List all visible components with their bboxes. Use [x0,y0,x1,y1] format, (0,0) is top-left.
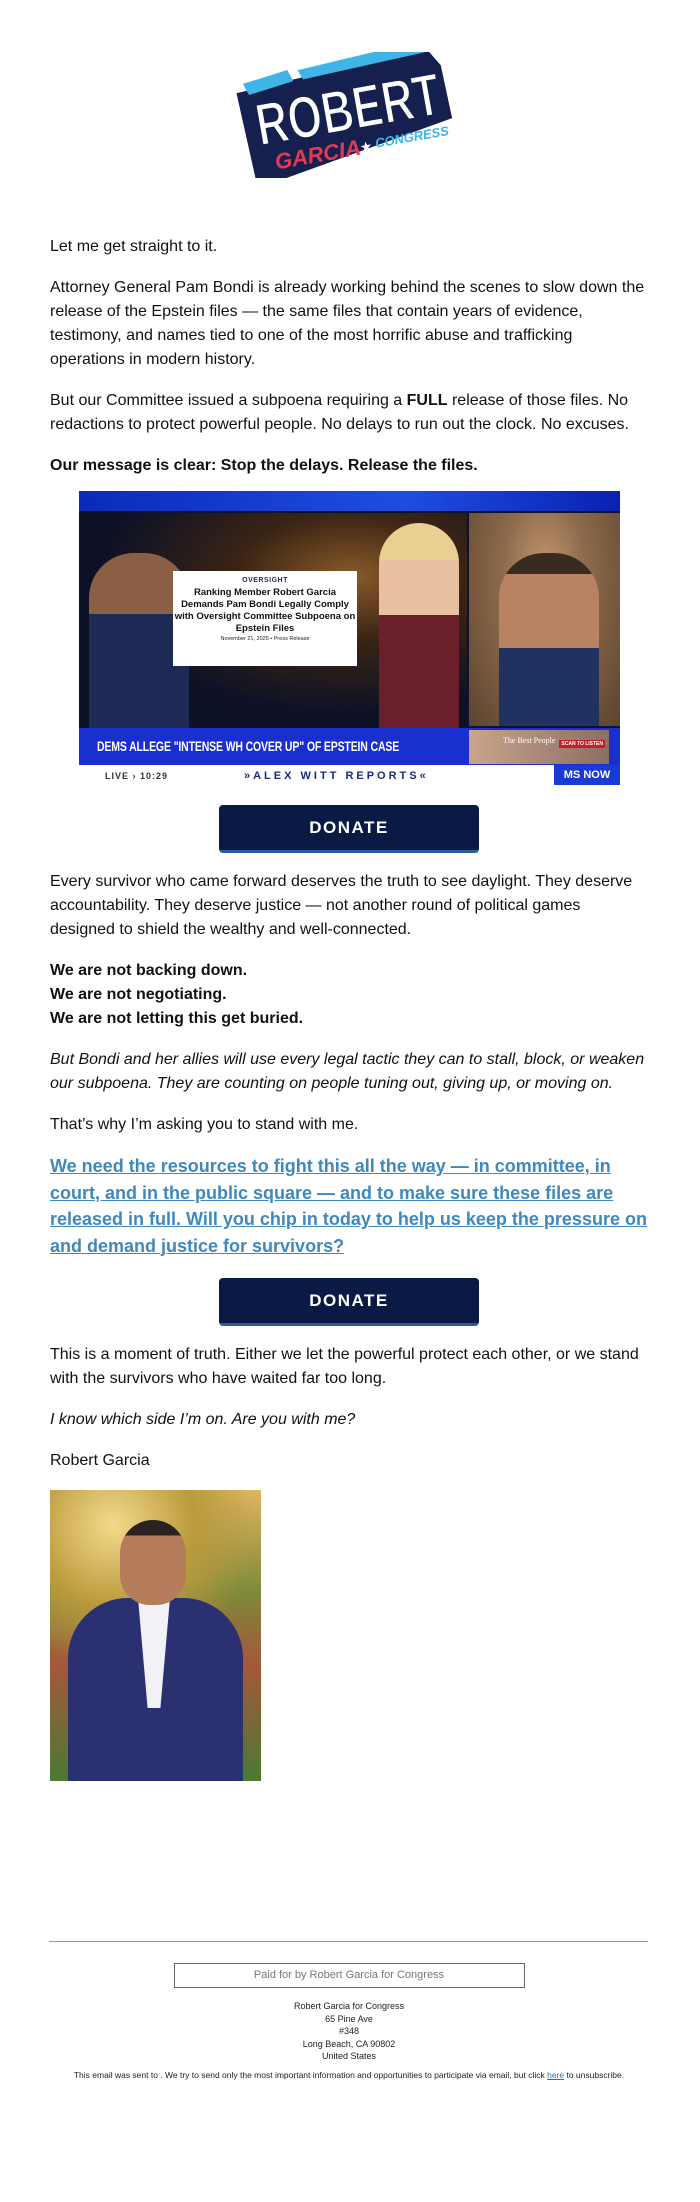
campaign-logo [236,52,462,178]
video-top-bar [79,491,620,511]
bondi-paragraph: Attorney General Pam Bondi is already working behind the scenes to slow down the release of the Epstein files — the same files that contain years of evidence, testimony, and names tied to one of the most horrific abuse and trafficking operations in modern history. [50,279,645,368]
network-logo: MS NOW [554,765,620,785]
video-main-scene [79,513,467,726]
resolve-line: We are not negotiating. [50,986,227,1003]
press-release-card [173,571,357,666]
donate-link[interactable]: We need the resources to fight this all the way — in committee, in court, and in the public square — and to make sure these files are released in full. Will you chip in today to help us keep the pressure on and demand justice for survivors? [50,1156,647,1256]
intro-paragraph: Let me get straight to it. [50,238,218,255]
email-body [0,52,700,2082]
address-line: United States [321,2051,377,2061]
unsubscribe-link[interactable]: here [547,2069,565,2080]
signature: Robert Garcia [50,1452,150,1469]
ask-paragraph: That’s why I’m asking you to stand with me. [50,1116,359,1133]
resolve-lines [50,959,648,1031]
tactics-paragraph: But Bondi and her allies will use every legal tactic they can to stall, block, or weaken our subpoena. They are counting on people tuning out, giving up, or moving on. [50,1051,645,1092]
address-line: #348 [338,2026,360,2036]
text: But our Committee issued a subpoena requiring a [50,392,407,409]
logo-robert: ROBERT [250,52,462,159]
logo-garcia: GARCIA [272,134,363,175]
news-video-image[interactable] [79,491,620,790]
cta-paragraph [50,1154,648,1260]
resolve-line: We are not letting this get buried. [50,1010,304,1027]
survivor-paragraph: Every survivor who came forward deserves the truth to see daylight. They deserve accountability. They deserve justice — not another round of political games designed to shield the wealthy and well-connected. [50,873,633,938]
footer-divider [49,1941,648,1942]
ad-title: The Best People [503,736,556,745]
emphasis-full: FULL [406,392,448,409]
ad-cta: SCAN TO LISTEN [561,741,603,747]
subpoena-paragraph [50,389,648,437]
message-paragraph: Our message is clear: Stop the delays. Release the files. [50,457,478,474]
side-paragraph: I know which side I’m on. Are you with me? [50,1411,356,1428]
video-pip [469,513,620,726]
address-line: 65 Pine Ave [325,2013,373,2024]
address-line: Long Beach, CA 90802 [302,2038,396,2049]
paid-for-box: Paid for by Robert Garcia for Congress [174,1963,525,1988]
candidate-photo [50,1490,261,1781]
ticker-bar [79,765,620,790]
text: This email was sent to . We try to send only the most important information and opportunities to participate via email, but click [73,2069,548,2080]
show-name: »ALEX WITT REPORTS« [244,770,429,782]
address-line: Robert Garcia for Congress [293,2001,405,2011]
live-time: LIVE › 10:29 [105,771,169,781]
unsubscribe-notice [20,2069,678,2082]
podcast-ad [469,730,609,764]
donate-button[interactable]: DONATE [219,805,479,853]
resolve-line: We are not backing down. [50,962,248,979]
mailing-address [50,2000,648,2063]
oversight-seal: OVERSIGHT [242,577,288,584]
bondi-figure [379,523,459,728]
garcia-figure [499,553,599,726]
donate-button-2[interactable]: DONATE [219,1278,479,1326]
press-release-date: November 21, 2025 • Press Release [220,636,310,642]
truth-paragraph: This is a moment of truth. Either we let the powerful protect each other, or we stand with the survivors who have waited far too long. [50,1346,639,1387]
star-icon: ★ [358,137,374,156]
text: to unsubscribe. [564,2069,625,2080]
lower-third-text: DEMS ALLEGE "INTENSE WH COVER UP" OF EPSTEIN CASE [97,738,400,754]
press-release-headline: Ranking Member Robert Garcia Demands Pam Bondi Legally Comply with Oversight Committee Subpoena on Epstein Files [174,587,356,634]
logo-congress: CONGRESS [374,123,450,151]
text: release of those files. No redactions to protect powerful people. No delays to run out the clock. No excuses. [50,392,629,433]
